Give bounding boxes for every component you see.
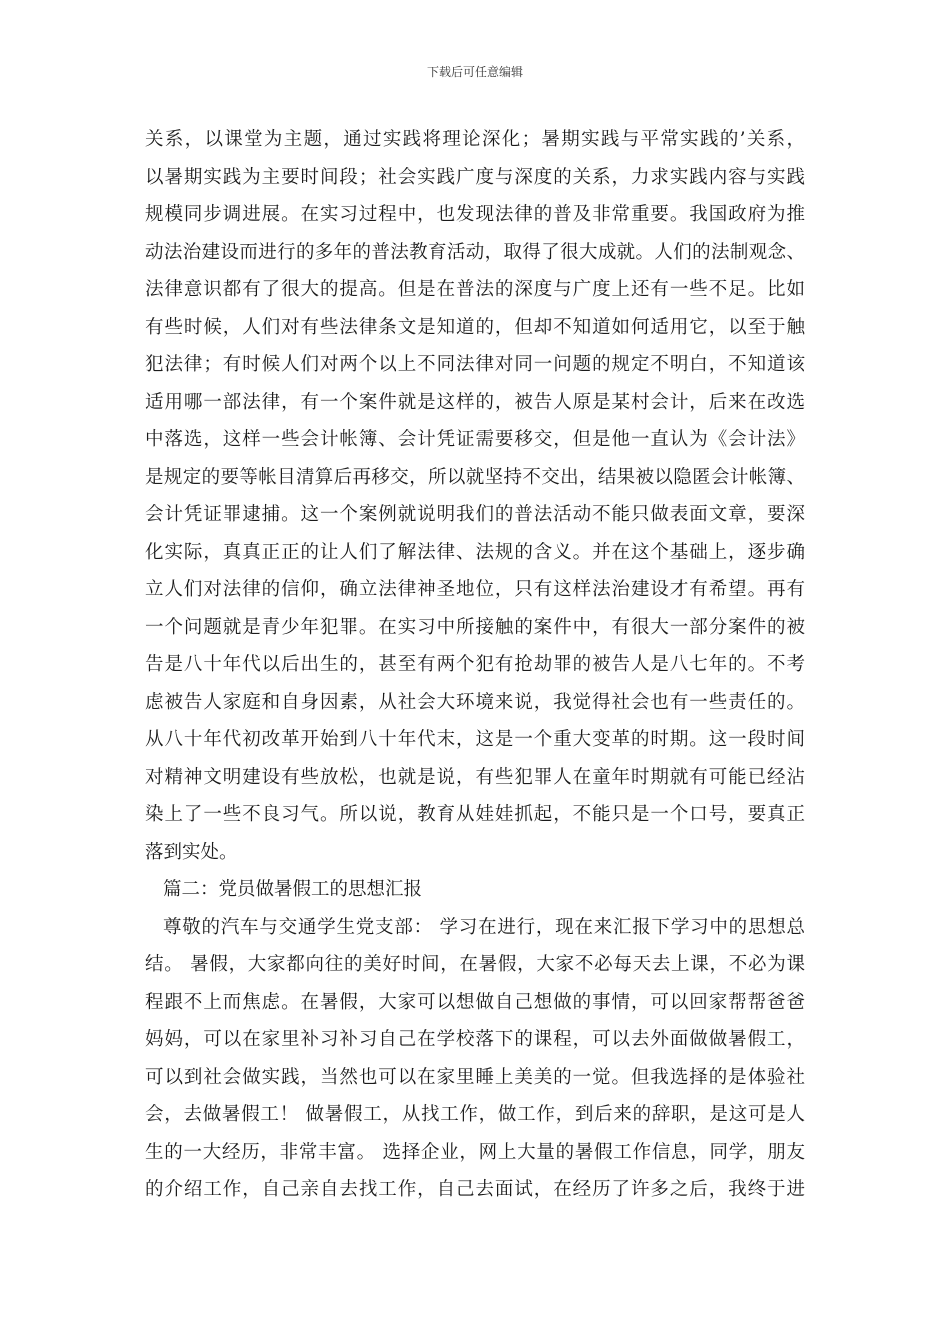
text-line: 落到实处。	[145, 841, 238, 863]
text-line: 妈妈，可以在家里补习补习自己在学校落下的课程，可以去外面做做暑假工，	[145, 1029, 805, 1050]
text-line: 关系，以课堂为主题，通过实践将理论深化；暑期实践与平常实践的’关系，	[145, 129, 805, 150]
text-line: 会，去做暑假工！ 做暑假工，从找工作，做工作，到后来的辞职，是这可是人	[145, 1104, 805, 1125]
text-line: 结。 暑假，大家都向往的美好时间，在暑假，大家不必每天去上课，不必为课	[145, 954, 805, 975]
text-line: 有些时候，人们对有些法律条文是知道的，但却不知道如何适用它，以至于触	[145, 316, 805, 338]
text-line: 立人们对法律的信仰，确立法律神圣地位，只有这样法治建设才有希望。再有	[145, 579, 805, 600]
text-line: 犯法律；有时候人们对两个以上不同法律对同一问题的规定不明白，不知道该	[145, 354, 805, 375]
text-line: 化实际，真真正正的让人们了解法律、法规的含义。并在这个基础上，逐步确	[145, 541, 805, 563]
page-header: 下载后可任意编辑	[426, 65, 523, 79]
text-line: 一个问题就是青少年犯罪。在实习中所接触的案件中，有很大一部分案件的被	[145, 616, 805, 638]
paragraph-practice-report	[145, 121, 805, 871]
text-line: 会计凭证罪逮捕。这一个案例就说明我们的普法活动不能只做表面文章，要深	[145, 504, 805, 525]
text-line: 可以到社会做实践，当然也可以在家里睡上美美的一觉。但我选择的是体验社	[145, 1066, 805, 1088]
text-line: 虑被告人家庭和自身因素，从社会大环境来说，我觉得社会也有一些责任的。	[145, 691, 805, 713]
paragraph-summer-job-report	[145, 909, 805, 1209]
text-line: 生的一大经历，非常丰富。 选择企业，网上大量的暑假工作信息，同学，朋友	[145, 1141, 805, 1163]
text-line: 是规定的要等帐目清算后再移交，所以就坚持不交出，结果被以隐匿会计帐簿、	[145, 466, 805, 488]
section-heading: 篇二：党员做暑假工的思想汇报	[163, 879, 423, 900]
text-line: 法律意识都有了很大的提高。但是在普法的深度与广度上还有一些不足。比如	[145, 279, 805, 300]
text-line: 告是八十年代以后出生的，甚至有两个犯有抢劫罪的被告人是八七年的。不考	[145, 654, 805, 675]
text-line: 程跟不上而焦虑。在暑假，大家可以想做自己想做的事情，可以回家帮帮爸爸	[145, 991, 805, 1013]
text-line: 中落选，这样一些会计帐簿、会计凭证需要移交，但是他一直认为《会计法》	[145, 429, 805, 450]
text-line: 的介绍工作，自己亲自去找工作，自己去面试，在经历了许多之后，我终于进	[145, 1179, 805, 1200]
document-body	[145, 121, 805, 1209]
text-line: 对精神文明建设有些放松，也就是说，有些犯罪人在童年时期就有可能已经沾	[145, 766, 805, 788]
text-line: 适用哪一部法律，有一个案件就是这样的，被告人原是某村会计，后来在改选	[145, 391, 805, 413]
text-line: 以暑期实践为主要时间段；社会实践广度与深度的关系，力求实践内容与实践	[145, 166, 805, 188]
text-line: 尊敬的汽车与交通学生党支部： 学习在进行，现在来汇报下学习中的思想总	[163, 916, 805, 938]
text-line: 规模同步调进展。在实习过程中，也发现法律的普及非常重要。我国政府为推	[145, 204, 805, 225]
text-line: 动法治建设而进行的多年的普法教育活动，取得了很大成就。人们的法制观念、	[145, 241, 805, 263]
text-line: 染上了一些不良习气。所以说，教育从娃娃抓起，不能只是一个口号，要真正	[145, 804, 805, 825]
text-line: 从八十年代初改革开始到八十年代末，这是一个重大变革的时期。这一段时间	[145, 729, 805, 750]
